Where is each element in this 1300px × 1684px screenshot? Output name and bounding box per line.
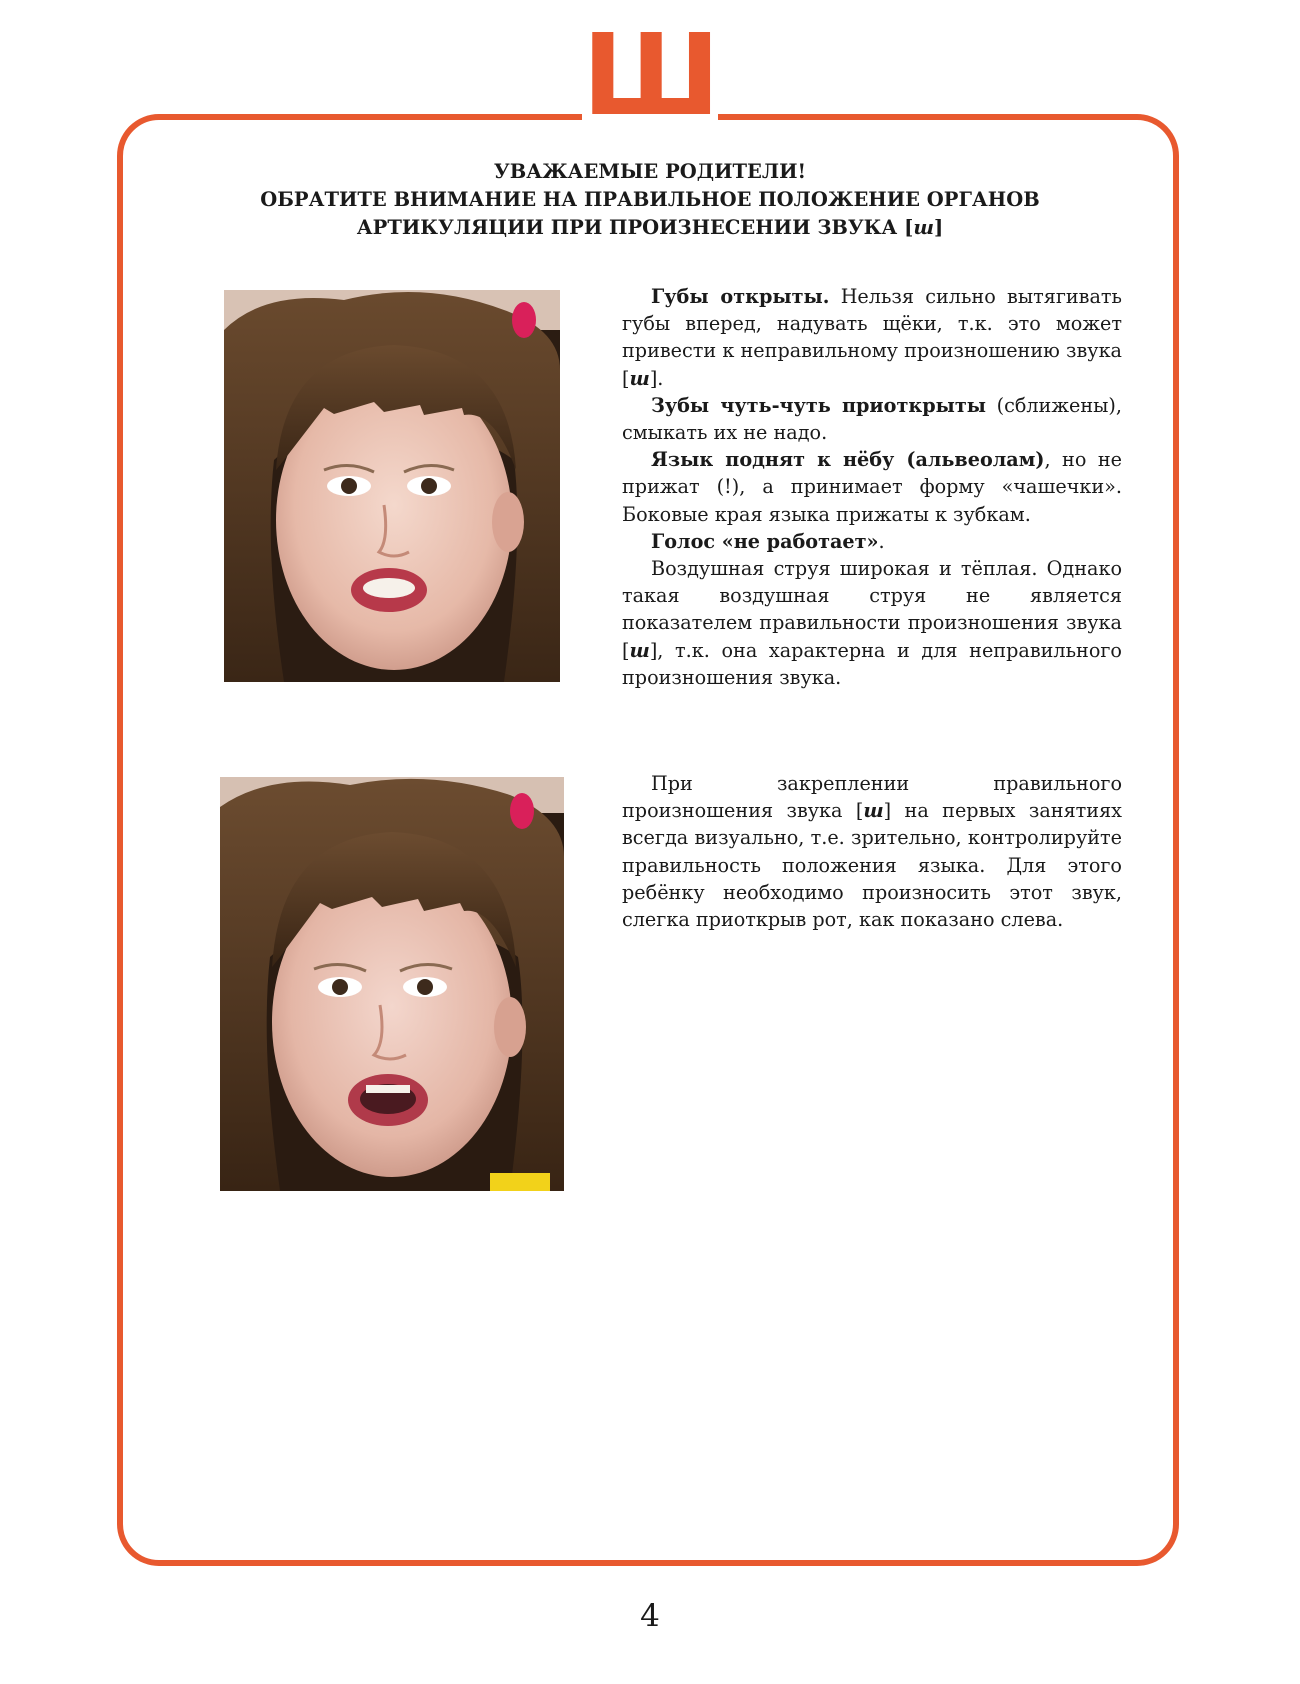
articulation-photo-2 xyxy=(220,777,564,1191)
air-text-b: ], т.к. она характерна и для неправильного произношения звука. xyxy=(622,638,1122,689)
visual-control-paragraph xyxy=(622,770,1122,933)
tongue-label: Язык поднят к нёбу (альвеолам) xyxy=(651,448,1045,472)
page-heading xyxy=(200,158,1100,242)
visual-control-description xyxy=(622,770,1122,933)
girl-face-illustration-2 xyxy=(220,777,564,1191)
air-paragraph xyxy=(622,555,1122,691)
teeth-text: (сближены), смыкать их не надо. xyxy=(622,393,1123,445)
visual-control-text-a: При закреплении правильного произношения звука [ xyxy=(622,772,1122,823)
heading-sound-symbol: ш xyxy=(913,216,934,239)
lips-sound-symbol: ш xyxy=(629,366,650,390)
teeth-paragraph xyxy=(622,392,1122,446)
lips-text-a: Нельзя сильно вытягивать губы вперед, надувать щёки, т.к. это может привести к неправильному произношению звука [ xyxy=(622,285,1122,390)
heading-line-1: УВАЖАЕМЫЕ РОДИТЕЛИ! xyxy=(493,160,807,183)
page-number: 4 xyxy=(640,1598,660,1634)
heading-line-3-suffix: ] xyxy=(933,216,944,239)
lips-label: Губы открыты. xyxy=(651,285,830,308)
voice-paragraph xyxy=(622,528,1122,555)
heading-line-2: ОБРАТИТЕ ВНИМАНИЕ НА ПРАВИЛЬНОЕ ПОЛОЖЕНИЕ ОРГАНОВ xyxy=(260,188,1040,211)
air-sound-symbol: ш xyxy=(629,638,650,662)
tongue-paragraph xyxy=(622,446,1122,528)
articulation-description xyxy=(622,283,1122,691)
heading-line-3-prefix: АРТИКУЛЯЦИИ ПРИ ПРОИЗНЕСЕНИИ ЗВУКА [ xyxy=(356,216,914,239)
girl-face-illustration-1 xyxy=(224,290,560,682)
voice-text: . xyxy=(878,529,885,553)
heading-line-3 xyxy=(200,214,1100,242)
articulation-photo-1 xyxy=(224,290,560,682)
tongue-text: , но не прижат (!), а принимает форму «чашечки». Боковые края языка прижаты к зубкам. xyxy=(622,448,1122,526)
visual-control-text-b: ] на первых занятиях всегда визуально, т.е. зрительно, контролируйте правильность положения языка. Для этого ребёнку необходимо произносить этот звук, слегка приоткрыв рот, как показано слева. xyxy=(622,799,1123,932)
teeth-label: Зубы чуть-чуть приоткрыты xyxy=(651,393,986,417)
air-text-a: Воздушная струя широкая и тёплая. Однако такая воздушная струя не является показателем правильности произношения звука [ xyxy=(622,557,1122,662)
sound-letter: Ш xyxy=(582,11,721,141)
voice-label: Голос «не работает» xyxy=(651,529,879,553)
visual-control-sound-symbol: ш xyxy=(863,799,884,823)
lips-text-b: ]. xyxy=(649,366,664,390)
lips-paragraph xyxy=(622,283,1122,392)
